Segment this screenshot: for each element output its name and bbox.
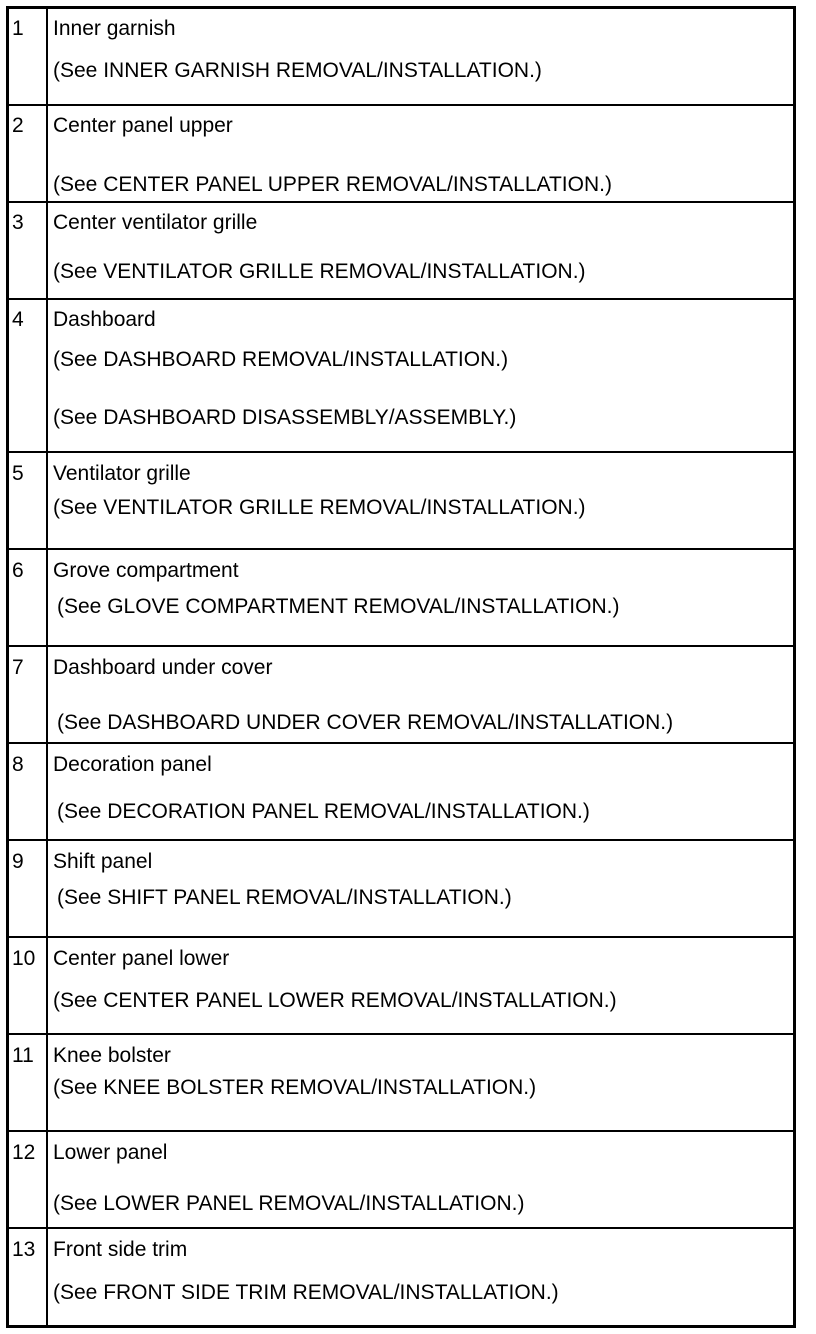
part-name: Dashboard [53, 308, 156, 331]
part-name: Grove compartment [53, 559, 239, 582]
part-name: Ventilator grille [53, 462, 191, 485]
row-number: 11 [12, 1044, 34, 1067]
part-name: Inner garnish [53, 17, 176, 40]
part-name: Center panel upper [53, 114, 233, 137]
row-number: 5 [12, 462, 24, 485]
row-number: 6 [12, 559, 24, 582]
row-number: 13 [12, 1238, 36, 1261]
table-row [9, 1132, 793, 1229]
row-number: 1 [12, 17, 24, 40]
procedure-reference: (See CENTER PANEL UPPER REMOVAL/INSTALLATION.) [53, 173, 612, 196]
table-row [9, 453, 793, 550]
procedure-reference: (See DASHBOARD UNDER COVER REMOVAL/INSTALLATION.) [57, 711, 674, 734]
procedure-reference: (See INNER GARNISH REMOVAL/INSTALLATION.) [53, 59, 542, 82]
table-row [9, 938, 793, 1035]
row-number: 3 [12, 211, 24, 234]
part-name: Shift panel [53, 850, 153, 873]
table-row [9, 1229, 793, 1325]
procedure-reference: (See VENTILATOR GRILLE REMOVAL/INSTALLATION.) [53, 496, 586, 519]
table-row [9, 203, 793, 300]
table-row [9, 841, 793, 938]
row-number: 8 [12, 753, 24, 776]
procedure-reference: (See FRONT SIDE TRIM REMOVAL/INSTALLATION.) [53, 1281, 559, 1304]
part-name: Lower panel [53, 1141, 168, 1164]
part-name: Center panel lower [53, 947, 230, 970]
procedure-reference: (See DECORATION PANEL REMOVAL/INSTALLATION.) [57, 800, 590, 823]
procedure-reference: (See CENTER PANEL LOWER REMOVAL/INSTALLATION.) [53, 989, 617, 1012]
part-name: Front side trim [53, 1238, 188, 1261]
table-row [9, 300, 793, 453]
part-name: Decoration panel [53, 753, 212, 776]
table-row [9, 647, 793, 744]
part-name: Knee bolster [53, 1044, 171, 1067]
row-number: 2 [12, 114, 24, 137]
procedure-reference: (See LOWER PANEL REMOVAL/INSTALLATION.) [53, 1192, 525, 1215]
row-number: 10 [12, 947, 36, 970]
row-number: 4 [12, 308, 24, 331]
parts-table [6, 6, 796, 1328]
row-number: 9 [12, 850, 24, 873]
table-row [9, 744, 793, 841]
procedure-reference: (See GLOVE COMPARTMENT REMOVAL/INSTALLATION.) [57, 595, 620, 618]
table-row [9, 106, 793, 203]
row-number: 12 [12, 1141, 36, 1164]
procedure-reference: (See SHIFT PANEL REMOVAL/INSTALLATION.) [57, 886, 512, 909]
row-number: 7 [12, 656, 24, 679]
table-row [9, 1035, 793, 1132]
procedure-reference: (See KNEE BOLSTER REMOVAL/INSTALLATION.) [53, 1076, 537, 1099]
procedure-reference: (See VENTILATOR GRILLE REMOVAL/INSTALLATION.) [53, 260, 586, 283]
table-row [9, 9, 793, 106]
procedure-reference: (See DASHBOARD REMOVAL/INSTALLATION.) [53, 348, 509, 371]
part-name: Dashboard under cover [53, 656, 273, 679]
table-row [9, 550, 793, 647]
part-name: Center ventilator grille [53, 211, 258, 234]
procedure-reference: (See DASHBOARD DISASSEMBLY/ASSEMBLY.) [53, 406, 517, 429]
